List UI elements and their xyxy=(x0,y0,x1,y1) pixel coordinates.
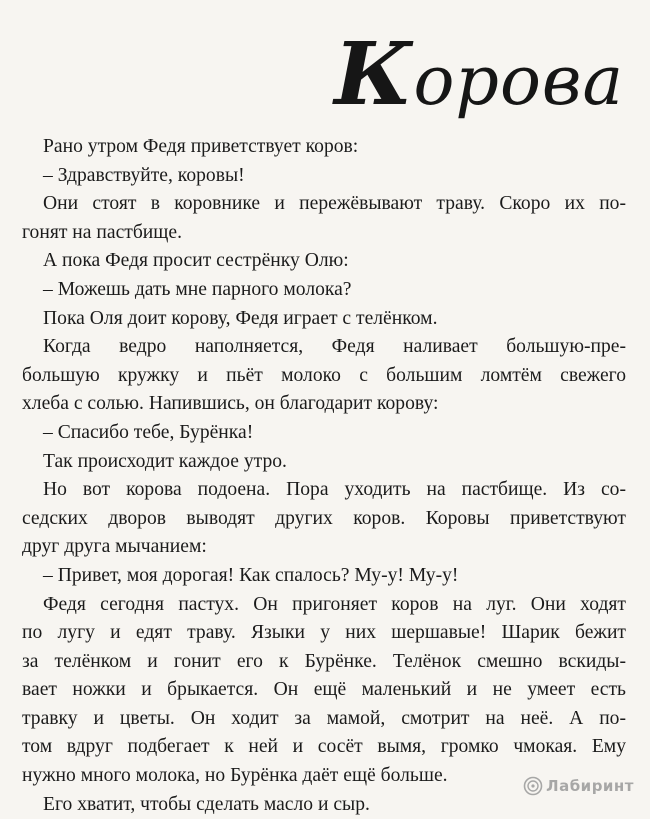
page-title xyxy=(334,24,624,125)
text-line: Рано утром Федя приветствует коров: xyxy=(43,136,359,157)
text-line: Федя сегодня пастух. Он пригоняет коров на луг. Они ходят xyxy=(43,593,626,615)
text-line: Пока Оля доит корову, Федя играет с телёнком. xyxy=(43,307,438,329)
story-text xyxy=(22,133,626,819)
text-line: гонят на пастбище. xyxy=(22,221,182,243)
text-line: Его хватит, чтобы сделать масло и сыр. xyxy=(43,793,370,815)
text-line: – Спасибо тебе, Бурёнка! xyxy=(43,421,254,443)
text-line: за телёнком и гонит его к Бурёнке. Телёнок смешно вскиды- xyxy=(22,650,626,672)
text-line: Но вот корова подоена. Пора уходить на пастбище. Из со- xyxy=(43,479,626,501)
text-line: – Можешь дать мне парного молока? xyxy=(43,278,352,300)
text-line: А пока Федя просит сестрёнку Олю: xyxy=(43,250,349,272)
title-initial-letter: К xyxy=(334,24,414,125)
text-line: вает ножки и брыкается. Он ещё маленький и не умеет есть xyxy=(22,679,626,701)
text-line: – Здравствуйте, коровы! xyxy=(43,164,245,186)
title-rest: орова xyxy=(413,42,624,121)
text-line: Они стоят в коровнике и пережёвывают траву. Скоро их по- xyxy=(43,193,626,215)
text-line: Так происходит каждое утро. xyxy=(43,450,287,472)
text-line: нужно много молока, но Бурёнка даёт ещё больше. xyxy=(22,765,448,787)
text-line: друг друга мычанием: xyxy=(22,536,207,558)
text-line: том вдруг подбегает к ней и сосёт вымя, громко чмокая. Ему xyxy=(22,736,626,758)
watermark-text: Лабиринт xyxy=(546,777,634,795)
watermark xyxy=(523,776,634,796)
text-line: – Привет, моя дорогая! Как спалось? Му-у! Му-у! xyxy=(43,564,459,586)
text-line: травку и цветы. Он ходит за мамой, смотрит на неё. А по- xyxy=(22,707,626,729)
text-line: хлеба с солью. Напившись, он благодарит корову: xyxy=(22,393,439,415)
labyrinth-logo-icon xyxy=(523,776,543,796)
text-line: седских дворов выводят других коров. Коровы приветствуют xyxy=(22,507,626,529)
text-line: большую кружку и пьёт молоко с большим ломтём свежего xyxy=(22,364,626,386)
text-line: Когда ведро наполняется, Федя наливает большую-пре- xyxy=(43,336,626,358)
text-line: по лугу и едят траву. Языки у них шершавые! Шарик бежит xyxy=(22,622,626,644)
